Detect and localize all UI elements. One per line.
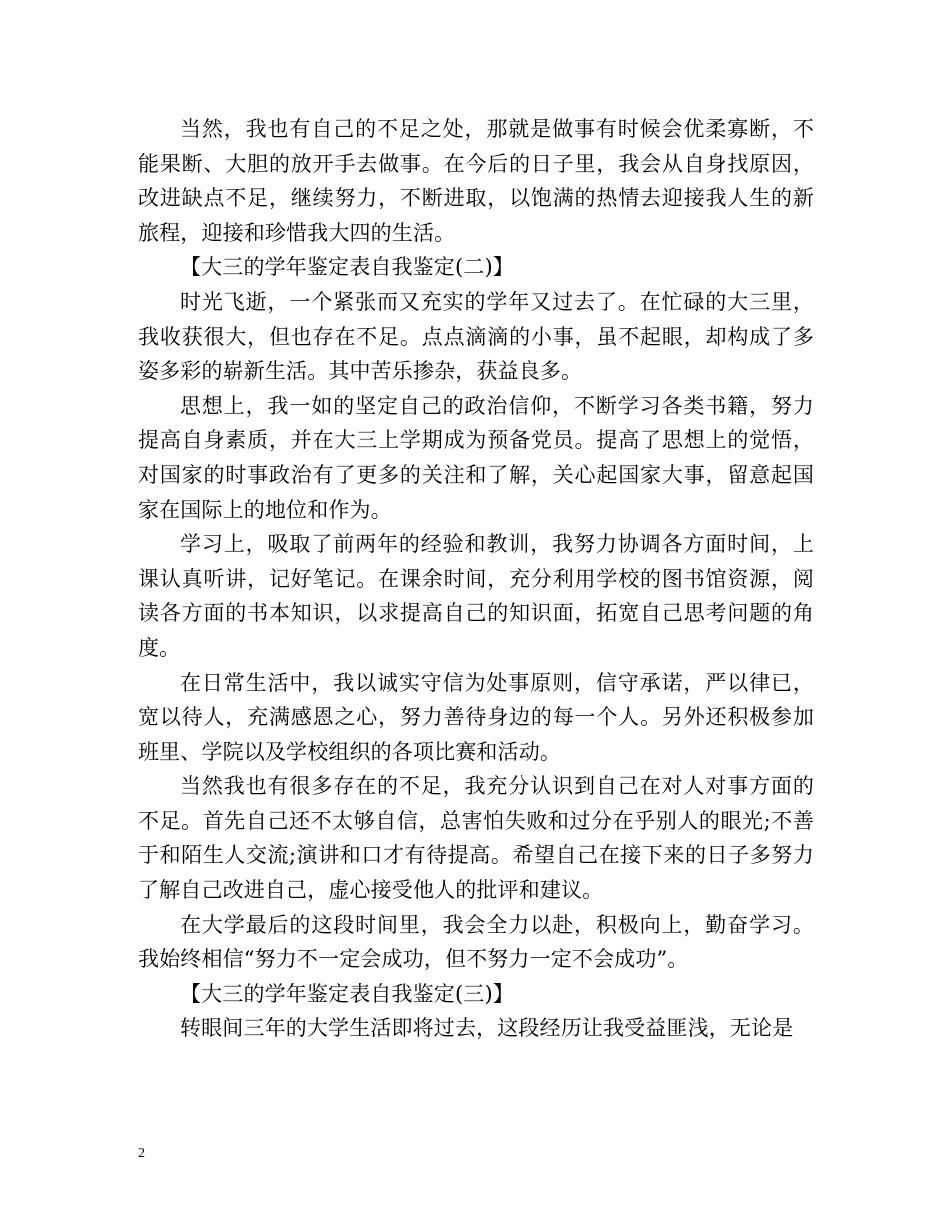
page-number: 2 xyxy=(138,1146,145,1161)
paragraph-daily-life: 在日常生活中，我以诚实守信为处事原则，信守承诺，严以律已，宽以待人，充满感恩之心，努力善待身边的每一个人。另外还积极参加班里、学院以及学校组织的各项比赛和活动。 xyxy=(138,670,814,764)
paragraph-weaknesses: 当然我也有很多存在的不足，我充分认识到自己在对人对事方面的不足。首先自己还不太够自信，总害怕失败和过分在乎别人的眼光;不善于和陌生人交流;演讲和口才有待提高。希望自己在接下来的日子多努力了解自己改进自己，虚心接受他人的批评和建议。 xyxy=(138,774,814,903)
section-heading-2: 【大三的学年鉴定表自我鉴定(二)】 xyxy=(180,255,514,280)
document-body xyxy=(138,112,814,1046)
paragraph-intro: 时光飞逝，一个紧张而又充实的学年又过去了。在忙碌的大三里，我收获很大，但也存在不足。点点滴滴的小事，虽不起眼，却构成了多姿多彩的崭新生活。其中苦乐掺杂，获益良多。 xyxy=(138,289,814,384)
paragraph-thought: 思想上，我一如的坚定自己的政治信仰，不断学习各类书籍，努力提高自身素质，并在大三上学期成为预备党员。提高了思想上的觉悟，对国家的时事政治有了更多的关注和了解，关心起国家大事，留意起国家在国际上的地位和作为。 xyxy=(138,393,814,522)
paragraph-study: 学习上，吸取了前两年的经验和教训，我努力协调各方面时间，上课认真听讲，记好笔记。在课余时间，充分利用学校的图书馆资源，阅读各方面的书本知识，以求提高自己的知识面，拓宽自己思考问题的角度。 xyxy=(138,532,814,660)
section-heading-3: 【大三的学年鉴定表自我鉴定(三)】 xyxy=(180,981,514,1006)
paragraph-conclusion: 在大学最后的这段时间里，我会全力以赴，积极向上，勤奋学习。我始终相信“努力不一定会成功，但不努力一定不会成功”。 xyxy=(138,912,814,972)
paragraph-shortcomings: 当然，我也有自己的不足之处，那就是做事有时候会优柔寡断，不能果断、大胆的放开手去做事。在今后的日子里，我会从自身找原因，改进缺点不足，继续努力，不断进取，以饱满的热情去迎接我人生的新旅程，迎接和珍惜我大四的生活。 xyxy=(138,117,814,245)
paragraph-section-3-start: 转眼间三年的大学生活即将过去，这段经历让我受益匪浅，无论是 xyxy=(180,1016,794,1041)
